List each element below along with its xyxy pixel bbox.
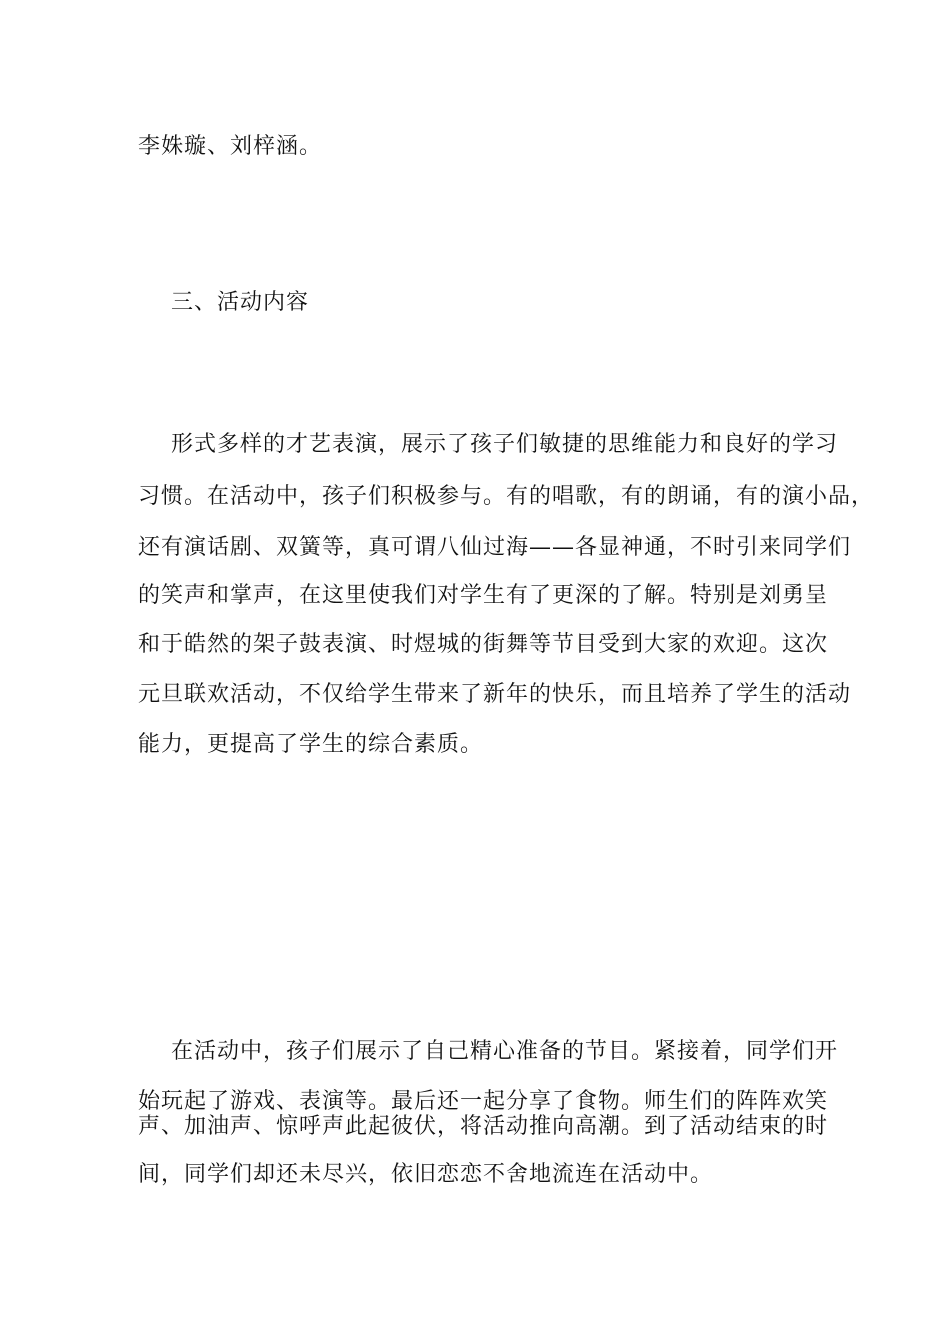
paragraph-line: 在活动中，孩子们展示了自己精心准备的节目。紧接着，同学们开 xyxy=(171,1039,839,1064)
paragraph-line: 和于皓然的架子鼓表演、时煜城的街舞等节目受到大家的欢迎。这次 xyxy=(138,632,829,657)
paragraph-line: 能力，更提高了学生的综合素质。 xyxy=(138,732,484,757)
paragraph-line: 习惯。在活动中，孩子们积极参与。有的唱歌，有的朗诵，有的演小品， xyxy=(138,484,875,509)
paragraph-line: 还有演话剧、双簧等，真可谓八仙过海——各显神通，不时引来同学们 xyxy=(138,535,852,560)
paragraph-line: 声、加油声、惊呼声此起彼伏，将活动推向高潮。到了活动结束的时 xyxy=(138,1114,829,1139)
paragraph-line: 始玩起了游戏、表演等。最后还一起分享了食物。师生们的阵阵欢笑 xyxy=(138,1089,829,1114)
section-heading: 三、活动内容 xyxy=(171,290,310,315)
top-fragment-text: 李姝璇、刘梓涵。 xyxy=(138,134,323,159)
paragraph-line: 元旦联欢活动，不仅给学生带来了新年的快乐，而且培养了学生的活动 xyxy=(138,682,852,707)
paragraph-line: 的笑声和掌声，在这里使我们对学生有了更深的了解。特别是刘勇呈 xyxy=(138,583,829,608)
paragraph-line: 形式多样的才艺表演，展示了孩子们敏捷的思维能力和良好的学习 xyxy=(171,432,839,457)
paragraph-line: 间，同学们却还未尽兴，依旧恋恋不舍地流连在活动中。 xyxy=(138,1162,714,1187)
